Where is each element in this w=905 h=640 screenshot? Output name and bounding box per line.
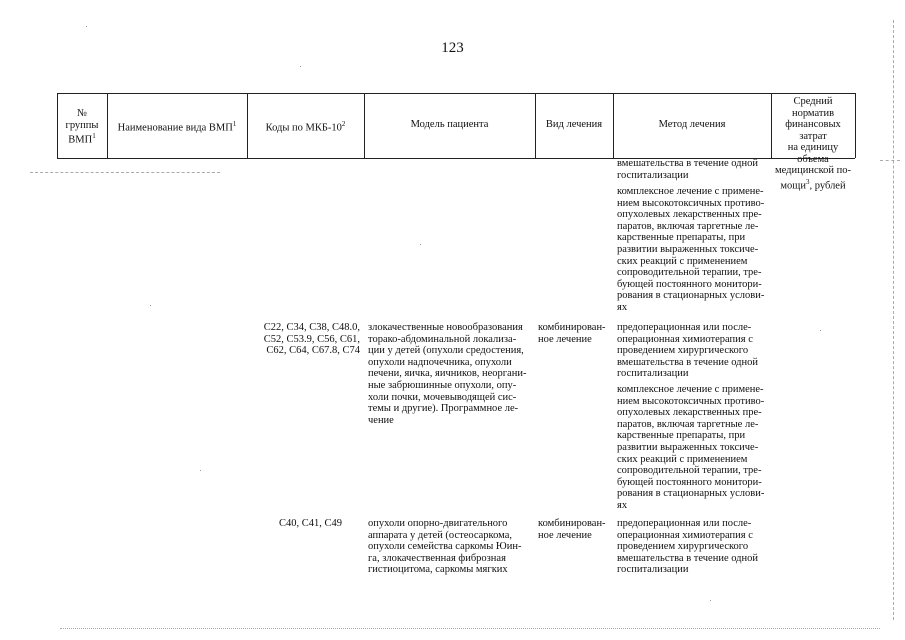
scan-artifact-dot bbox=[300, 66, 301, 67]
patient-model-cell: опухоли опорно-двигательного аппарата у детей (остеосаркома, опухоли семейства саркомы Юин- га, злокачественная фиброзная гистиоцитома, саркомы мягких bbox=[368, 518, 522, 576]
header-cost-standard: Средний норматив финансовых затрат на единицу объема медицинской по- мощи$^3$, рублей bbox=[774, 96, 852, 191]
scan-artifact-line bbox=[893, 20, 894, 620]
scan-artifact-dot bbox=[150, 305, 151, 306]
method-cell: комплексное лечение с примене- нием высокотоксичных противо- опухолевых лекарственных пре- паратов, включая таргетные ле- карственные препараты, при развитии выраженных токсиче- ских реакций с применением сопроводительной терапии, тре- бующей постоянного монитори- рования в стационарных услови- ях bbox=[617, 384, 765, 511]
header-treatment-type: Вид лечения bbox=[545, 119, 603, 130]
method-cell: предоперационная или после- операционная химиотерапия с проведением хирургического вмешательства в течение одной госпитализации bbox=[617, 322, 759, 380]
page-number: 123 bbox=[441, 40, 464, 56]
patient-model-cell: злокачественные новообразования торако-абдоминальной локализа- ции у детей (опухоли средостения, опухоли надпочечника, опухоли печени, яичка, яичников, неоргани- ные забрюшинные опухоли, опу- холи почки, мочевыводящей сис- темы и другие). Программное ле- чение bbox=[368, 322, 527, 426]
scan-artifact-line bbox=[880, 160, 900, 161]
method-cell: комплексное лечение с примене- нием высокотоксичных противо- опухолевых лекарственных пре- паратов, включая таргетные ле- карственные препараты, при развитии выраженных токсиче- ских реакций с применением сопроводительной терапии, тре- бующей постоянного монитори- рования в стационарных услови- ях bbox=[617, 186, 765, 313]
header-vmp-name: Наименование вида ВМП$^1$ bbox=[117, 120, 237, 134]
icd-codes-cell: C40, C41, C49 bbox=[278, 518, 342, 529]
table-top-border bbox=[57, 93, 855, 94]
method-cell: вмешательства в течение одной госпитализации bbox=[617, 158, 759, 181]
method-cell: предоперационная или после- операционная химиотерапия с проведением хирургического вмешательства в течение одной госпитализации bbox=[617, 518, 759, 576]
scan-artifact-dot bbox=[820, 330, 821, 331]
scan-artifact-dot bbox=[710, 600, 711, 601]
header-group-number: № группы ВМП$^1$ bbox=[65, 108, 99, 146]
treatment-type-cell: комбинирован- ное лечение bbox=[538, 322, 606, 345]
scan-artifact-line bbox=[60, 628, 880, 629]
scan-artifact-dot bbox=[200, 470, 201, 471]
header-treatment-method: Метод лечения bbox=[658, 119, 726, 130]
header-icd-codes: Коды по МКБ-$10^2$ bbox=[265, 120, 346, 134]
scan-artifact-dot bbox=[86, 26, 87, 27]
header-patient-model: Модель пациента bbox=[410, 119, 489, 130]
icd-codes-cell: C22, C34, C38, C48.0, C52, C53.9, C56, C61, C62, C64, C67.8, C74 bbox=[263, 322, 360, 357]
scan-artifact-dot bbox=[420, 244, 421, 245]
column-divider bbox=[855, 93, 856, 158]
treatment-type-cell: комбинирован- ное лечение bbox=[538, 518, 606, 541]
scan-artifact-line bbox=[30, 172, 220, 173]
